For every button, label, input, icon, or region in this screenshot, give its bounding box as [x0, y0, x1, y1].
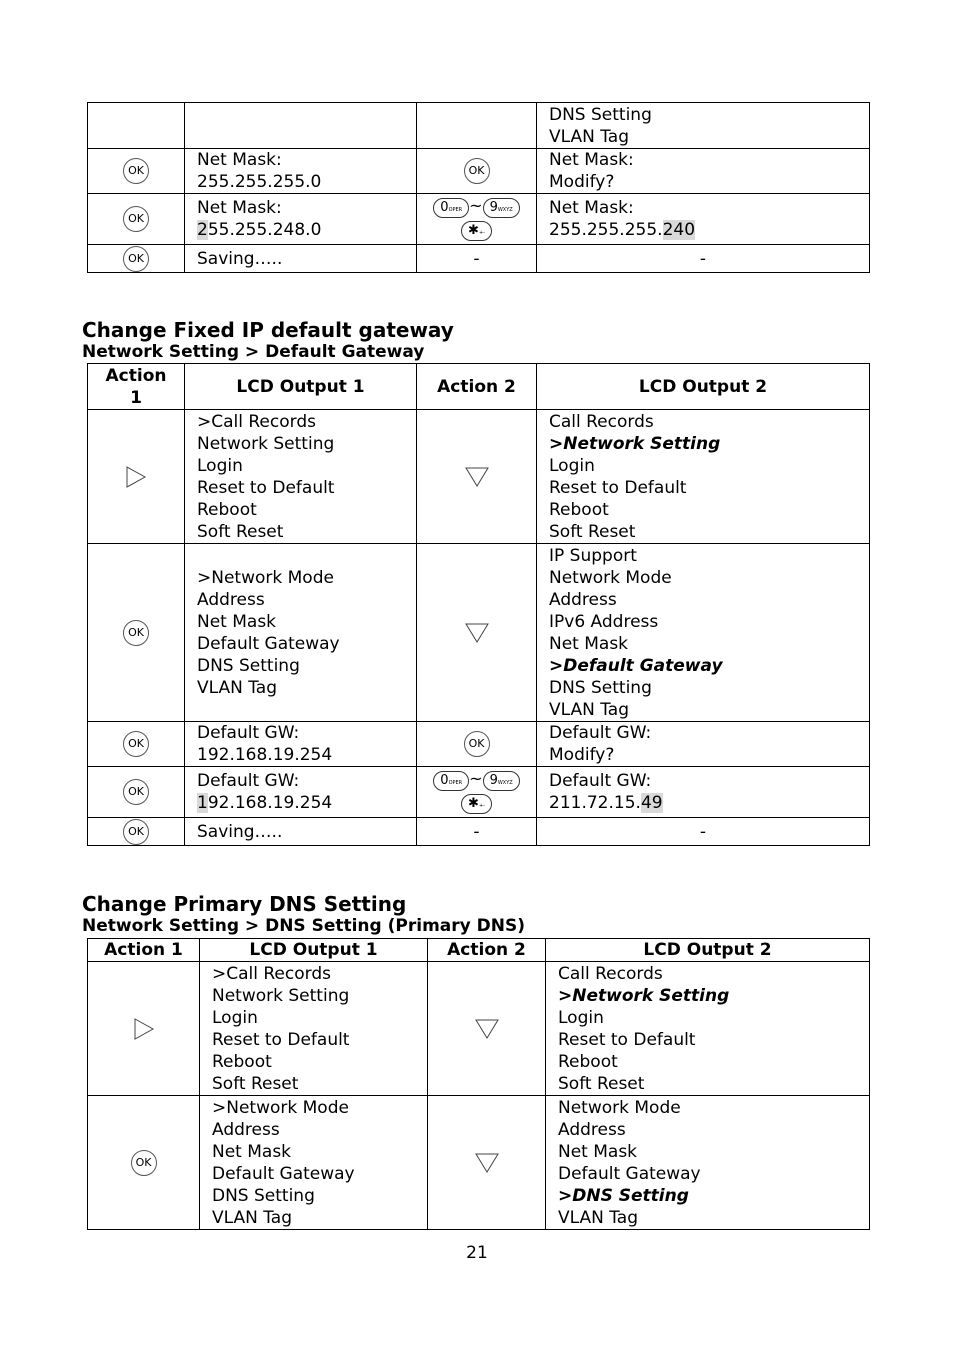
table-header-row — [88, 939, 870, 962]
cursor-highlight: 2 — [197, 220, 208, 240]
ok-key-icon: OK — [464, 158, 490, 184]
down-arrow-icon — [474, 1018, 500, 1040]
section-heading: Change Fixed IP default gateway — [82, 318, 454, 342]
table-row — [88, 1096, 870, 1230]
lcd-output-2: DNS Setting VLAN Tag — [537, 103, 870, 149]
keypad-0-9-star-icon: 0OPER ~ 9WXYZ ✱+- — [433, 198, 519, 241]
key-star-icon: ✱+- — [461, 221, 492, 241]
lcd-output-2: Network Mode Address Net Mask Default Gateway >DNS Setting VLAN Tag — [546, 1096, 870, 1230]
lcd-output-2: IP Support Network Mode Address IPv6 Address Net Mask >Default Gateway DNS Setting VLAN Tag — [537, 544, 870, 722]
menu-path: Network Setting > Default Gateway — [82, 342, 425, 362]
col-action-1: Action 1 — [88, 364, 185, 410]
lcd-output-1: >Call Records Network Setting Login Reset to Default Reboot Soft Reset — [185, 410, 417, 544]
table-row — [88, 410, 870, 544]
lcd-output-2: Default GW: Modify? — [537, 722, 870, 767]
col-lcd-output-2: LCD Output 2 — [546, 939, 870, 962]
lcd-output-1: Default GW: 192.168.19.254 — [185, 722, 417, 767]
page-number: 21 — [466, 1243, 488, 1263]
key-0-icon: 0OPER — [433, 771, 469, 791]
lcd-output-2: Call Records >Network Setting Login Reset to Default Reboot Soft Reset — [546, 962, 870, 1096]
down-arrow-icon — [474, 1152, 500, 1174]
lcd-output-1: Net Mask: 255.255.255.0 — [185, 149, 417, 194]
table-row — [88, 722, 870, 767]
lcd-output-1: >Network Mode Address Net Mask Default Gateway DNS Setting VLAN Tag — [185, 544, 417, 722]
down-arrow-icon — [464, 466, 490, 488]
ok-key-icon: OK — [123, 620, 149, 646]
section-heading: Change Primary DNS Setting — [82, 892, 407, 916]
cursor-highlight: 1 — [197, 793, 208, 813]
lcd-output-2: Net Mask: Modify? — [537, 149, 870, 194]
menu-path: Network Setting > DNS Setting (Primary DNS) — [82, 916, 525, 936]
dns-table — [87, 938, 870, 1230]
ok-key-icon: OK — [123, 819, 149, 845]
col-action-1: Action 1 — [88, 939, 200, 962]
lcd-output-1: >Call Records Network Setting Login Reset to Default Reboot Soft Reset — [200, 962, 428, 1096]
table-row — [88, 149, 870, 194]
cursor-highlight: 240 — [662, 220, 696, 240]
right-arrow-icon — [133, 1017, 155, 1041]
right-arrow-icon — [125, 465, 147, 489]
table-row: OK Saving….. - - — [88, 245, 870, 273]
lcd-output-2: Default GW: 211.72.15.49 — [537, 767, 870, 818]
cursor-highlight: 49 — [640, 793, 663, 813]
lcd-output-2: Net Mask: 255.255.255.240 — [537, 194, 870, 245]
table-header-row — [88, 364, 870, 410]
table-row — [88, 544, 870, 722]
col-action-2: Action 2 — [417, 364, 537, 410]
key-9-icon: 9WXYZ — [483, 198, 520, 218]
key-9-icon: 9WXYZ — [483, 771, 520, 791]
ok-key-icon: OK — [464, 731, 490, 757]
key-0-icon: 0OPER — [433, 198, 469, 218]
lcd-output-1: Net Mask: 255.255.248.0 — [185, 194, 417, 245]
ok-key-icon: OK — [123, 731, 149, 757]
lcd-output-1: Saving….. — [185, 245, 417, 273]
table-row — [88, 767, 870, 818]
col-lcd-output-2: LCD Output 2 — [537, 364, 870, 410]
table-row — [88, 103, 870, 149]
lcd-output-1: >Network Mode Address Net Mask Default Gateway DNS Setting VLAN Tag — [200, 1096, 428, 1230]
key-star-icon: ✱+- — [461, 794, 492, 814]
lcd-output-1: Saving….. — [185, 818, 417, 846]
ok-key-icon: OK — [123, 779, 149, 805]
ok-key-icon: OK — [123, 158, 149, 184]
col-lcd-output-1: LCD Output 1 — [185, 364, 417, 410]
table-row: OK Saving….. - - — [88, 818, 870, 846]
col-action-2: Action 2 — [428, 939, 546, 962]
netmask-table — [87, 102, 870, 273]
lcd-output-2: Call Records >Network Setting Login Reset to Default Reboot Soft Reset — [537, 410, 870, 544]
ok-key-icon: OK — [123, 206, 149, 232]
table-row — [88, 194, 870, 245]
gateway-table — [87, 363, 870, 846]
col-lcd-output-1: LCD Output 1 — [200, 939, 428, 962]
table-row — [88, 962, 870, 1096]
lcd-output-1: Default GW: 192.168.19.254 — [185, 767, 417, 818]
keypad-0-9-star-icon: 0OPER ~ 9WXYZ ✱+- — [433, 771, 519, 814]
down-arrow-icon — [464, 622, 490, 644]
ok-key-icon: OK — [131, 1150, 157, 1176]
ok-key-icon: OK — [123, 246, 149, 272]
